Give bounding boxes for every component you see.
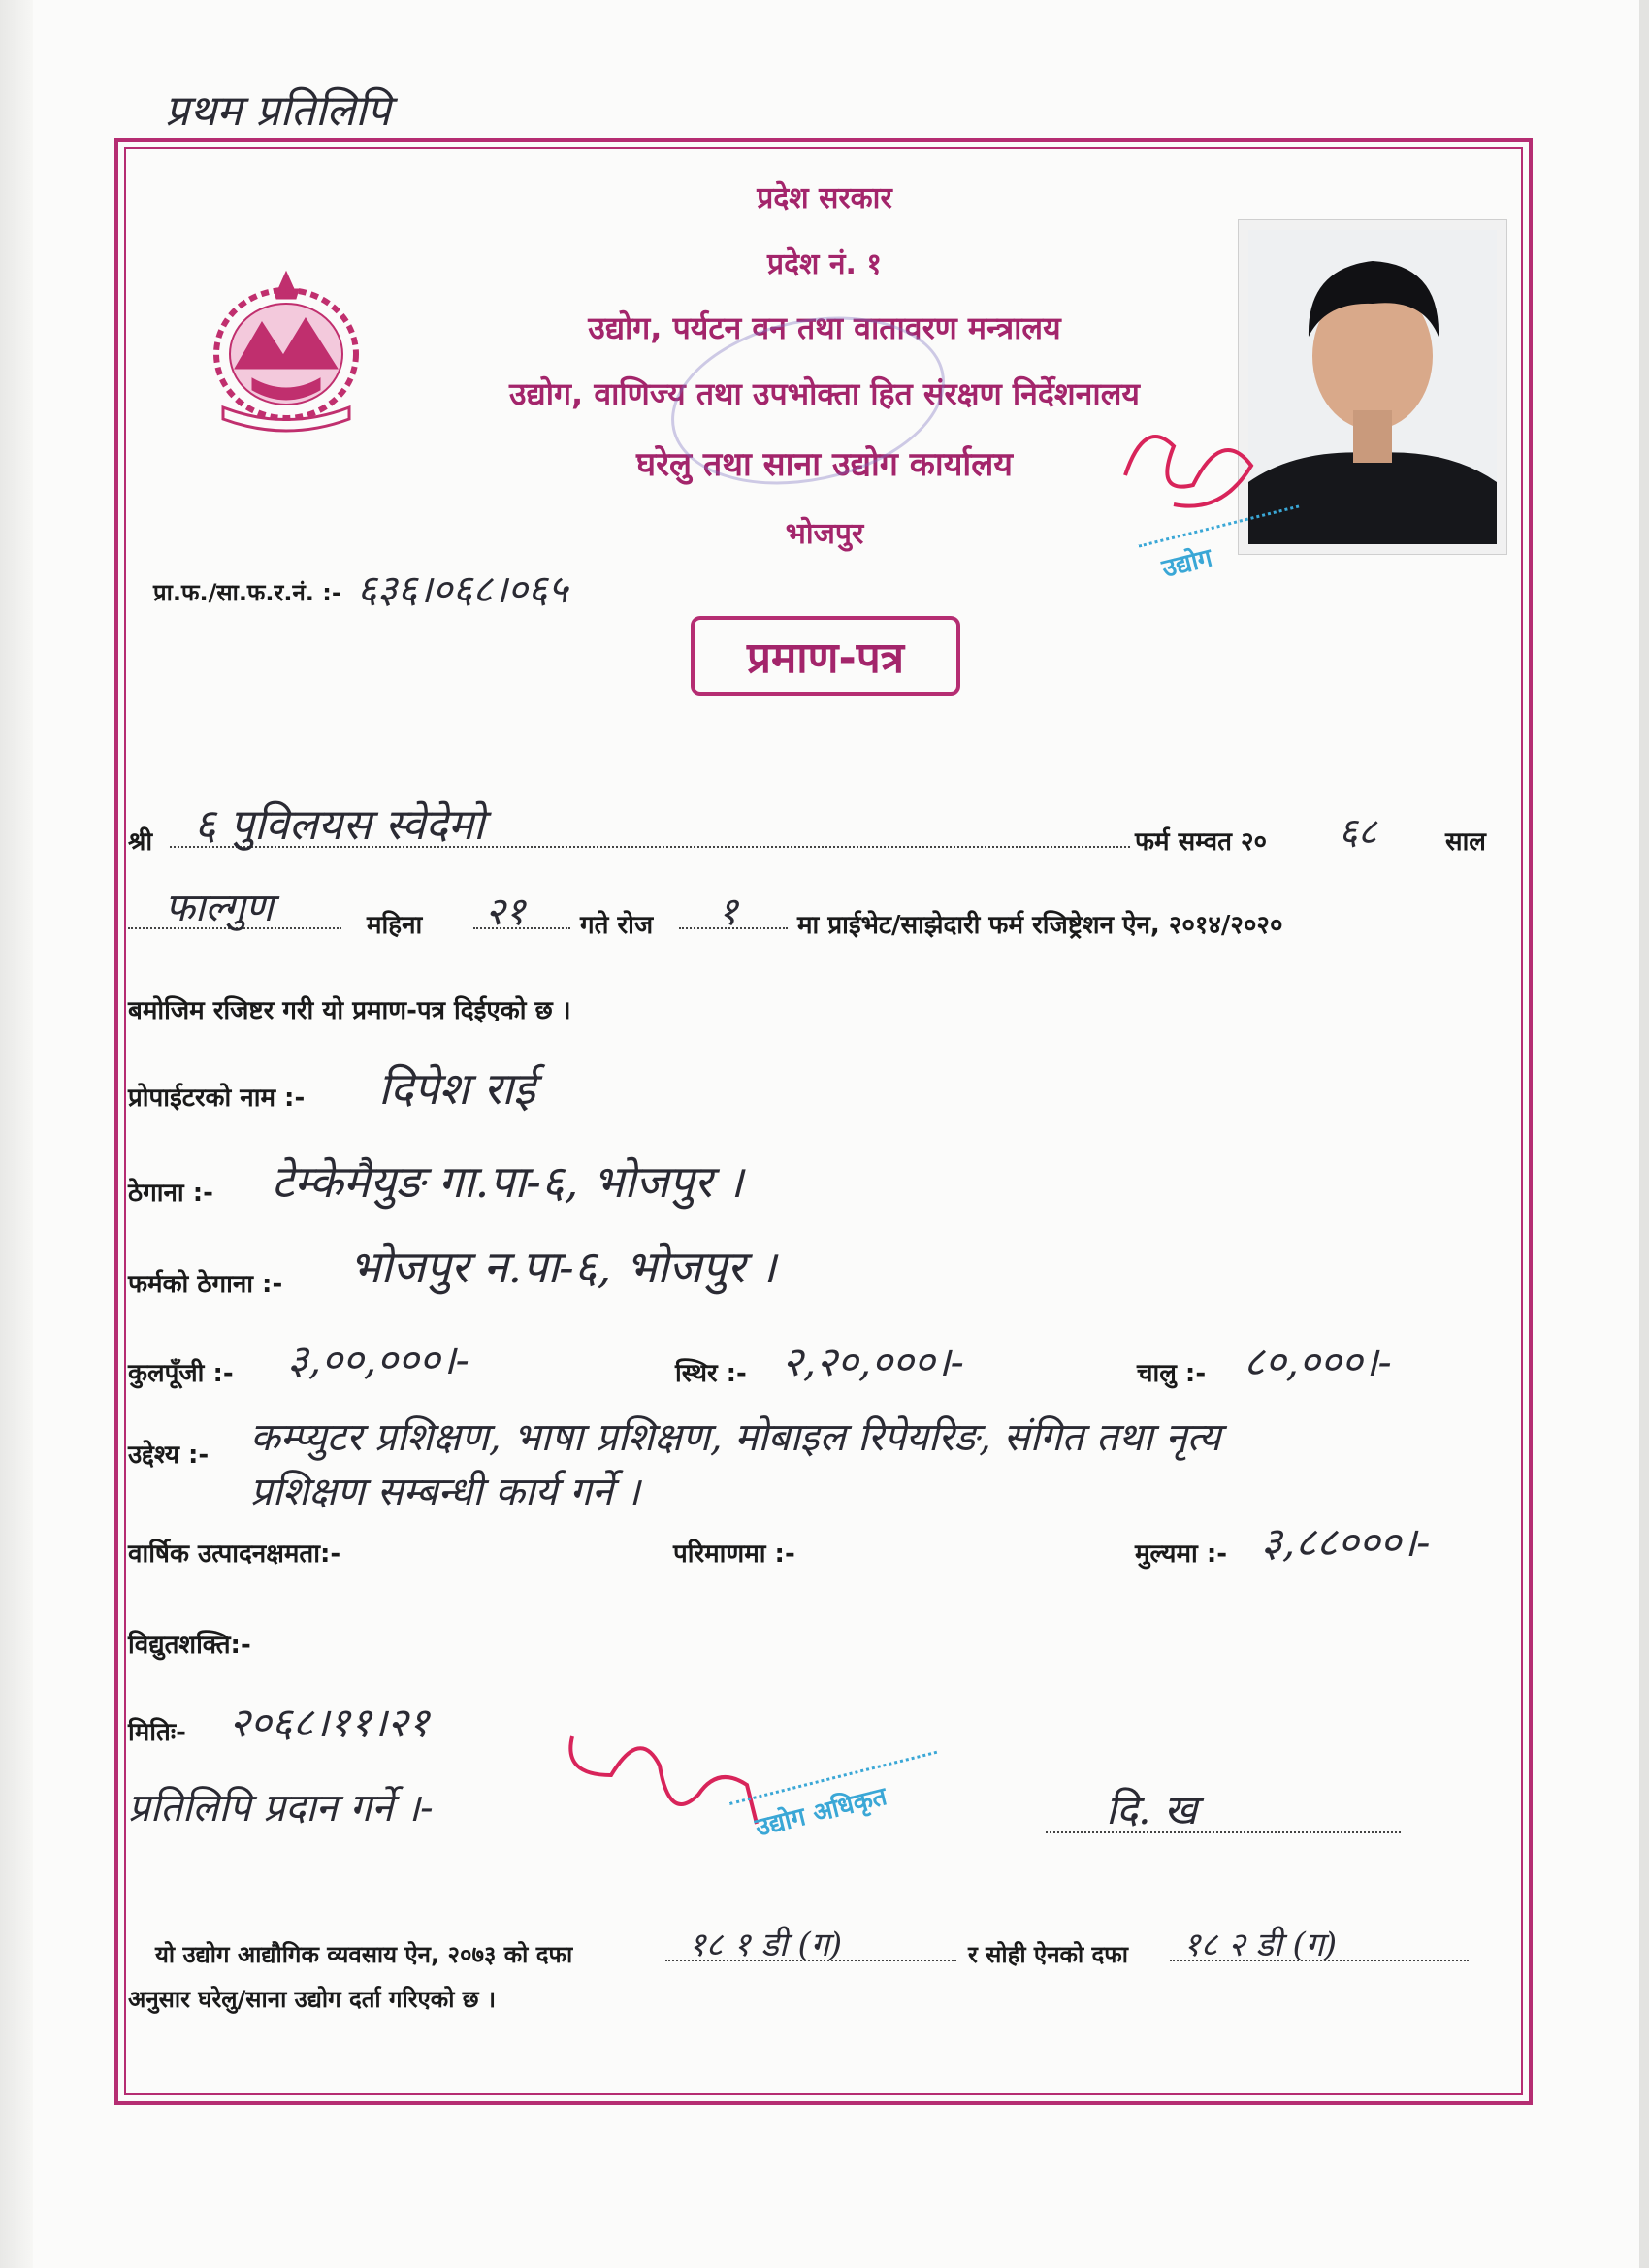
signature-line	[1046, 1831, 1401, 1833]
current-capital-label: चालु :-	[1137, 1359, 1207, 1388]
shri-label: श्री	[128, 827, 153, 857]
electricity-label: विद्युतशक्ति:-	[128, 1631, 251, 1660]
month-label: महिना	[367, 911, 423, 940]
firm-address-label: फर्मको ठेगाना :-	[128, 1270, 283, 1299]
registration-label: प्रा.फ./सा.फ.र.नं. :-	[153, 579, 341, 606]
footer-section-1: १८ १ डी (ग)	[689, 1926, 843, 1964]
header-province-government: प्रदेश सरकार	[757, 181, 892, 215]
applicant-photo	[1238, 219, 1507, 555]
objective-label: उद्देश्य :-	[128, 1441, 210, 1470]
objective-line-1: कम्प्युटर प्रशिक्षण, भाषा प्रशिक्षण, मोबाइल रिपेयरिङ, संगित तथा नृत्य	[250, 1415, 1221, 1460]
certificate-title: प्रमाण-पत्र	[746, 633, 905, 683]
header-province-number: प्रदेश नं. १	[767, 247, 882, 281]
day-label: गते रोज	[580, 911, 654, 940]
footer-line-1-mid: र सोही ऐनको दफा	[968, 1941, 1128, 1968]
firm-name: ६ पुविलयस स्वेदेमो	[194, 800, 485, 850]
day-value: २१	[485, 890, 526, 934]
act-text: मा प्राईभेट/साझेदारी फर्म रजिष्ट्रेशन ऐन, २०१४/२०२०	[797, 911, 1283, 940]
footer-line-2: अनुसार घरेलु/साना उद्योग दर्ता गरिएको छ ।	[128, 1986, 497, 2013]
header-directorate: उद्योग, वाणिज्य तथा उपभोक्ता हित संरक्षण निर्देशनालय	[509, 375, 1140, 412]
footer-line-1-pre: यो उद्योग आद्यौगिक व्यवसाय ऐन, २०७३ को दफा	[155, 1941, 573, 1968]
firm-address-value: भोजपुर न.पा-६, भोजपुर ।	[349, 1241, 777, 1293]
footer-section-2: १८ २ डी (ग)	[1183, 1926, 1338, 1964]
nepal-emblem	[194, 262, 378, 441]
address-label: ठेगाना :-	[128, 1179, 213, 1208]
signature-initials: दि. ख	[1106, 1786, 1198, 1833]
firm-year-value: ६८	[1339, 810, 1377, 853]
fixed-capital-label: स्थिर :-	[675, 1359, 747, 1388]
year-suffix: साल	[1445, 827, 1486, 857]
total-capital-value: ३,००,०००।-	[287, 1336, 469, 1383]
header-district: भोजपुर	[785, 517, 864, 551]
copy-given-note: प्रतिलिपि प्रदान गर्ने ।-	[128, 1786, 434, 1831]
proprietor-label: प्रोपाईटरको नाम :-	[128, 1084, 306, 1113]
header-ministry: उद्योग, पर्यटन वन तथा वातावरण मन्त्रालय	[588, 309, 1061, 346]
total-capital-label: कुलपूँजी :-	[128, 1359, 234, 1388]
quantity-label: परिमाणमा :-	[673, 1539, 795, 1569]
weekday-value: १	[718, 890, 738, 934]
month-value: फाल्गुण	[165, 886, 274, 930]
officer-stamp-text: उद्योग अधिकृत	[752, 1782, 890, 1843]
date-label: मितिः-	[128, 1718, 186, 1747]
registration-statement: बमोजिम रजिष्टर गरी यो प्रमाण-पत्र दिईएको छ ।	[128, 996, 571, 1025]
fixed-capital-value: २,२०,०००।-	[782, 1338, 964, 1385]
value-label: मुल्यमा :-	[1135, 1539, 1228, 1569]
office-stamp-top-text: उद्योग	[1159, 543, 1215, 584]
annual-capacity-label: वार्षिक उत्पादनक्षमता:-	[128, 1539, 341, 1569]
address-value: टेम्केमैयुङ गा.पा-६, भोजपुर ।	[272, 1155, 744, 1208]
proprietor-value: दिपेश राई	[378, 1062, 535, 1115]
certificate-title-box	[691, 616, 960, 696]
current-capital-value: ८०,०००।-	[1244, 1338, 1392, 1385]
date-value: २०६८।११।२१	[229, 1699, 430, 1746]
value-amount: ३,८८०००।-	[1261, 1518, 1431, 1566]
registration-number: ६३६।०६८।०६५	[357, 567, 568, 612]
officer-signature-top	[1106, 407, 1261, 534]
header-office: घरेलु तथा साना उद्योग कार्यालय	[636, 445, 1013, 484]
firm-year-label: फर्म सम्वत २०	[1135, 827, 1268, 857]
objective-line-2: प्रशिक्षण सम्बन्धी कार्य गर्ने ।	[250, 1470, 640, 1514]
copy-note: प्रथम प्रतिलिपि	[165, 86, 391, 136]
